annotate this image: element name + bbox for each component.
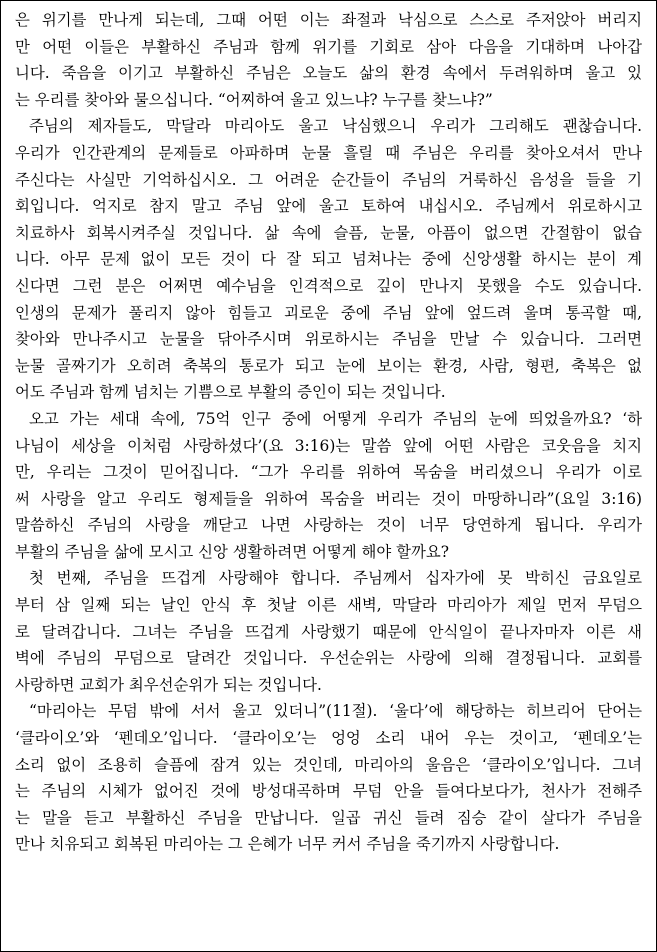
text-line: 어도 주님과 함께 넘치는 기쁨으로 부활의 증인이 되는 것입니다. — [15, 383, 446, 402]
text-line: 소리 없이 조용히 슬픔에 잠겨 있는 것인데, 마리아의 울음은 ‘클라이오’입니다. 그녀 — [15, 755, 642, 774]
text-line: 회입니다. 억지로 참지 말고 주님 앞에 울고 토하여 내십시오. 주님께서 위로하시고 — [15, 197, 642, 216]
text-line: 써 사랑을 알고 우리도 형제들을 위하여 목숨을 버리는 것이 마땅하니라”(요일 3:16) — [15, 489, 642, 508]
text-line: 찾아와 만나주시고 눈물을 닦아주시며 위로하시는 주님을 만날 수 있습니다. 그러면 — [15, 330, 642, 349]
text-line: 는 주님의 시체가 없어진 것에 방성대곡하며 무덤 안을 들여다보다가, 천사가 전해주 — [15, 782, 642, 801]
text-line: ‘클라이오’와 ‘펜데오’입니다. ‘클라이오’는 엉엉 소리 내어 우는 것이고, ‘펜데오’는 — [15, 729, 642, 748]
text-line: 오고 가는 세대 속에, 75억 인구 중에 어떻게 우리가 주님의 눈에 띄었을까요? ‘하 — [29, 409, 642, 428]
text-line: 은 위기를 만나게 되는데, 그때 어떤 이는 좌절과 낙심으로 스스로 주저앉아 버리지 — [15, 11, 642, 29]
text-line: 니다. 죽음을 이기고 부활하신 주님은 오늘도 삶의 환경 속에서 두려워하며 울고 있 — [15, 64, 642, 83]
text-line: 니다. 아무 문제 없이 모든 것이 다 잘 되고 넘쳐나는 중에 신앙생활 하시는 분이 계 — [15, 250, 642, 269]
text-line: 인생의 문제가 풀리지 않아 힘들고 괴로운 중에 주님 앞에 엎드려 울며 통곡할 때, — [15, 303, 642, 322]
text-line: 주신다는 사실만 기억하십시오. 그 어려운 순간들이 주님의 거룩하신 음성을 들을 기 — [15, 170, 642, 189]
text-line: 나님이 세상을 이처럼 사랑하셨다’(요 3:16)는 말씀 앞에 어떤 사람은 코웃음을 치지 — [15, 436, 642, 455]
text-line: 만나 치유되고 회복된 마리아는 그 은혜가 너무 커서 주님을 죽기까지 사랑합니다. — [15, 835, 560, 854]
text-line: 우리가 인간관계의 문제들로 아파하며 눈물 흘릴 때 주님은 우리를 찾아오셔서 만나 — [15, 143, 642, 162]
text-line: 눈물 골짜기가 오히려 축복의 통로가 되고 눈에 보이는 환경, 사람, 형편, 축복은 없 — [15, 356, 642, 375]
text-line: 신다면 그런 분은 어쩌면 예수님을 인격적으로 깊이 만나지 못했을 수도 있습니다. — [15, 276, 642, 295]
text-line: 말씀하신 주님의 사랑을 깨닫고 나면 사랑하는 것이 너무 당연하게 됩니다. 우리가 — [15, 516, 642, 535]
text-line: 치료하사 회복시켜주실 것입니다. 삶 속에 슬픔, 눈물, 아픔이 없으면 간절함이 없습 — [15, 223, 642, 242]
text-line: 는 우리를 찾아와 물으십니다. “어찌하여 울고 있느냐? 누구를 찾느냐?” — [15, 90, 493, 109]
text-line: 는 말을 듣고 부활하신 주님을 만납니다. 일곱 귀신 들려 짐승 같이 살다가 주님을 — [15, 808, 642, 827]
text-line: 로 달려갑니다. 그녀는 주님을 뜨겁게 사랑했기 때문에 안식일이 끝나자마자 이른 새 — [15, 622, 642, 641]
text-line: 만 어떤 이들은 부활하신 주님과 함께 위기를 기회로 삼아 다음을 기대하며 나아갑 — [15, 37, 642, 56]
text-line: 벽에 주님의 무덤으로 달려간 것입니다. 우선순위는 사랑에 의해 결정됩니다. 교회를 — [15, 649, 642, 668]
text-line: 사랑하면 교회가 최우선순위가 되는 것입니다. — [15, 675, 322, 694]
text-line: 부터 삼 일째 되는 날인 안식 후 첫날 이른 새벽, 막달라 마리아가 제일 먼저 무덤으 — [15, 596, 642, 615]
text-line: 주님의 제자들도, 막달라 마리아도 울고 낙심했으니 우리가 그리해도 괜찮습니다. — [29, 117, 642, 136]
text-line: 첫 번째, 주님을 뜨겁게 사랑해야 합니다. 주님께서 십자가에 못 박히신 금요일로 — [29, 569, 642, 588]
text-line: 만, 우리는 그것이 믿어집니다. “그가 우리를 위하여 목숨을 버리셨으니 우리가 이로 — [15, 463, 642, 482]
text-line: “마리아는 무덤 밖에 서서 울고 있더니”(11절). ‘울다’에 해당하는 히브리어 단어는 — [29, 702, 642, 721]
text-line: 부활의 주님을 삶에 모시고 신앙 생활하려면 어떻게 해야 할까요? — [15, 542, 449, 561]
